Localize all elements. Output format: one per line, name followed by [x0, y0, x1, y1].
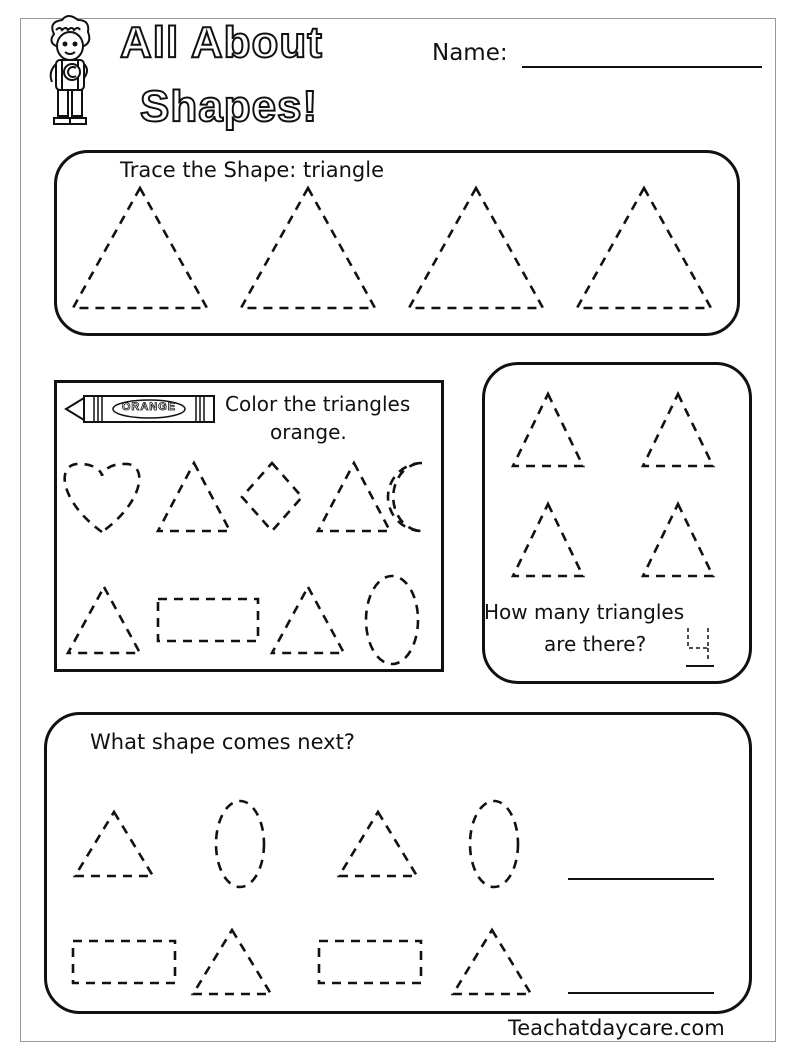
crayon-icon: [64, 392, 218, 426]
pattern-section: [44, 712, 752, 1014]
pattern-prompt: What shape comes next?: [90, 730, 355, 754]
crayon-label: ORANGE: [121, 401, 177, 413]
name-field[interactable]: [522, 66, 762, 68]
pattern-answer-line-1[interactable]: [568, 878, 714, 880]
color-instruction-line-1: Color the triangles: [225, 392, 411, 416]
count-question-line-2: are there?: [544, 632, 647, 656]
footer-website: Teachatdaycare.com: [508, 1016, 725, 1040]
pattern-answer-line-2[interactable]: [568, 992, 714, 994]
color-instruction-line-2: orange.: [270, 420, 347, 444]
count-question-line-1: How many triangles: [484, 600, 685, 624]
title-line-1: All About: [120, 18, 323, 67]
title-line-2: Shapes!: [140, 82, 319, 131]
name-label: Name:: [432, 40, 508, 66]
trace-prompt: Trace the Shape: triangle: [120, 158, 384, 182]
count-answer-box[interactable]: [686, 624, 714, 668]
